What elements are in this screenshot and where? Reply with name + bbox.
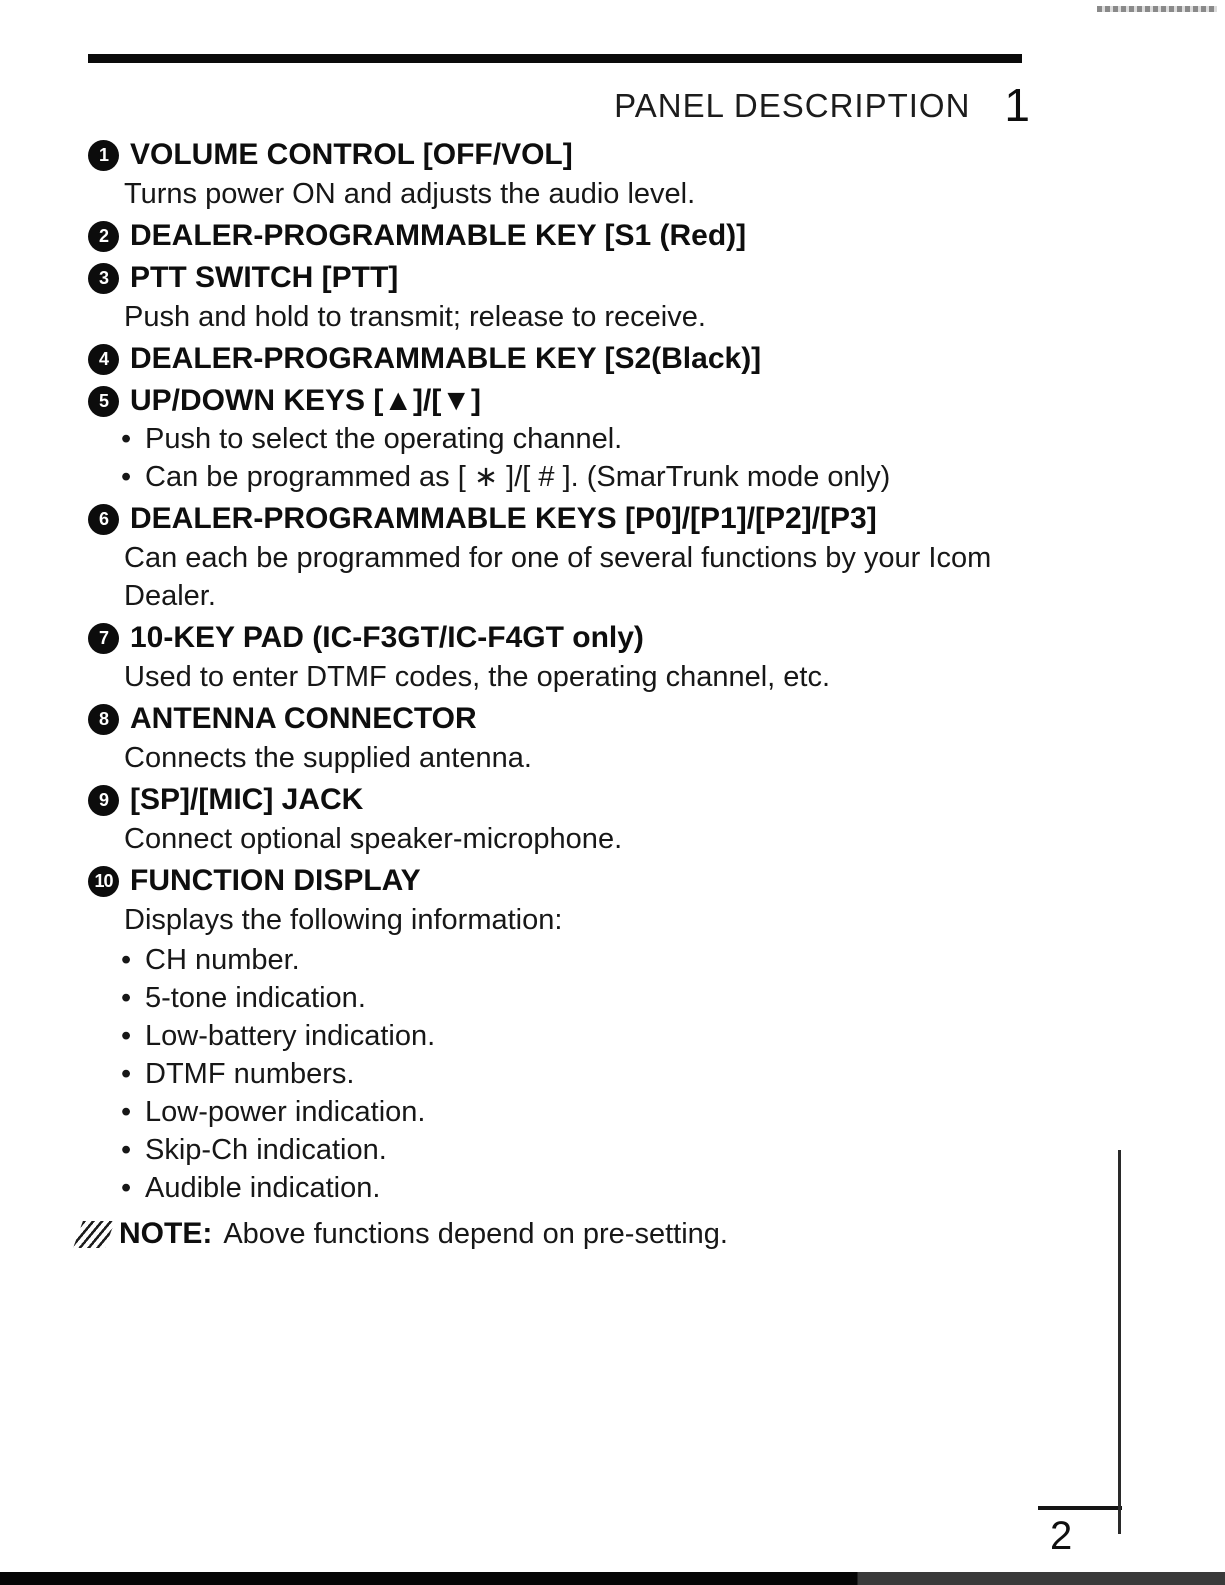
page-header bbox=[0, 78, 1030, 132]
item-heading-row bbox=[88, 619, 1030, 657]
item-heading: VOLUME CONTROL [OFF/VOL] bbox=[130, 138, 573, 171]
bullet-item: • DTMF numbers. bbox=[119, 1055, 1030, 1093]
panel-item bbox=[88, 259, 1030, 336]
item-description: Connect optional speaker-microphone. bbox=[124, 823, 623, 855]
bullet-item: • 5-tone indication. bbox=[119, 979, 1030, 1017]
bullet-item: • CH number. bbox=[119, 941, 1030, 979]
note-text: Above functions depend on pre-setting. bbox=[223, 1217, 728, 1250]
panel-item bbox=[88, 500, 1030, 615]
item-heading-row bbox=[88, 862, 1030, 900]
item-description: Turns power ON and adjusts the audio level. bbox=[124, 178, 696, 210]
scan-bottom-bar bbox=[0, 1572, 1225, 1585]
item-heading-row bbox=[88, 259, 1030, 297]
panel-item bbox=[88, 862, 1030, 1207]
item-heading: 10-KEY PAD (IC-F3GT/IC-F4GT only) bbox=[130, 621, 644, 654]
item-number-badge: 3 bbox=[88, 263, 119, 294]
item-heading: PTT SWITCH [PTT] bbox=[130, 261, 399, 294]
item-heading-row bbox=[88, 781, 1030, 819]
bullet-item: • Skip-Ch indication. bbox=[119, 1131, 1030, 1169]
item-heading: [SP]/[MIC] JACK bbox=[130, 783, 364, 816]
panel-item bbox=[88, 136, 1030, 213]
item-description: Connects the supplied antenna. bbox=[124, 742, 532, 774]
page-title: PANEL DESCRIPTION bbox=[614, 87, 971, 124]
note-row bbox=[78, 1217, 1030, 1251]
top-rule bbox=[88, 54, 1022, 63]
panel-item bbox=[88, 619, 1030, 696]
panel-item bbox=[88, 700, 1030, 777]
item-number-badge: 4 bbox=[88, 344, 119, 375]
right-margin-rule bbox=[1118, 1150, 1121, 1534]
item-heading: FUNCTION DISPLAY bbox=[130, 864, 421, 897]
page-number-rule bbox=[1038, 1506, 1122, 1510]
item-description: Used to enter DTMF codes, the operating channel, etc. bbox=[124, 661, 831, 693]
content-area bbox=[88, 132, 1030, 1251]
item-number-badge: 7 bbox=[88, 623, 119, 654]
item-heading-row bbox=[88, 500, 1030, 538]
scan-artifact bbox=[1097, 6, 1217, 12]
item-description: Push and hold to transmit; release to receive. bbox=[124, 301, 706, 333]
item-heading: ANTENNA CONNECTOR bbox=[130, 702, 477, 735]
bullet-item: • Audible indication. bbox=[119, 1169, 1030, 1207]
item-heading-row bbox=[88, 136, 1030, 174]
bullet-item: • Can be programmed as [ ∗ ]/[ # ]. (SmarTrunk mode only) bbox=[119, 458, 1030, 496]
note-label: NOTE: bbox=[119, 1217, 213, 1250]
item-description: Displays the following information: bbox=[124, 904, 563, 936]
item-heading: UP/DOWN KEYS [▲]/[▼] bbox=[130, 384, 482, 417]
panel-item bbox=[88, 382, 1030, 496]
item-number-badge: 9 bbox=[88, 785, 119, 816]
item-heading: DEALER-PROGRAMMABLE KEY [S2(Black)] bbox=[130, 342, 762, 375]
item-number-badge: 1 bbox=[88, 140, 119, 171]
item-number-badge: 2 bbox=[88, 221, 119, 252]
chapter-number: 1 bbox=[1004, 79, 1030, 131]
item-number-badge: 5 bbox=[88, 386, 119, 417]
hatch-note-icon bbox=[73, 1221, 115, 1248]
item-heading-row bbox=[88, 340, 1030, 378]
item-number-badge: 6 bbox=[88, 504, 119, 535]
item-number-badge: 10 bbox=[88, 866, 119, 897]
item-heading: DEALER-PROGRAMMABLE KEYS [P0]/[P1]/[P2]/[P3] bbox=[130, 502, 877, 535]
bullet-item: • Low-power indication. bbox=[119, 1093, 1030, 1131]
bullet-item: • Low-battery indication. bbox=[119, 1017, 1030, 1055]
item-number-badge: 8 bbox=[88, 704, 119, 735]
panel-item bbox=[88, 781, 1030, 858]
item-heading-row bbox=[88, 700, 1030, 738]
item-description: Can each be programmed for one of several functions by your Icom Dealer. bbox=[124, 542, 992, 612]
panel-item bbox=[88, 340, 1030, 378]
item-heading: DEALER-PROGRAMMABLE KEY [S1 (Red)] bbox=[130, 219, 747, 252]
item-heading-row bbox=[88, 382, 1030, 420]
item-heading-row bbox=[88, 217, 1030, 255]
panel-item bbox=[88, 217, 1030, 255]
bullet-item: • Push to select the operating channel. bbox=[119, 420, 1030, 458]
page-number: 2 bbox=[1050, 1514, 1073, 1558]
